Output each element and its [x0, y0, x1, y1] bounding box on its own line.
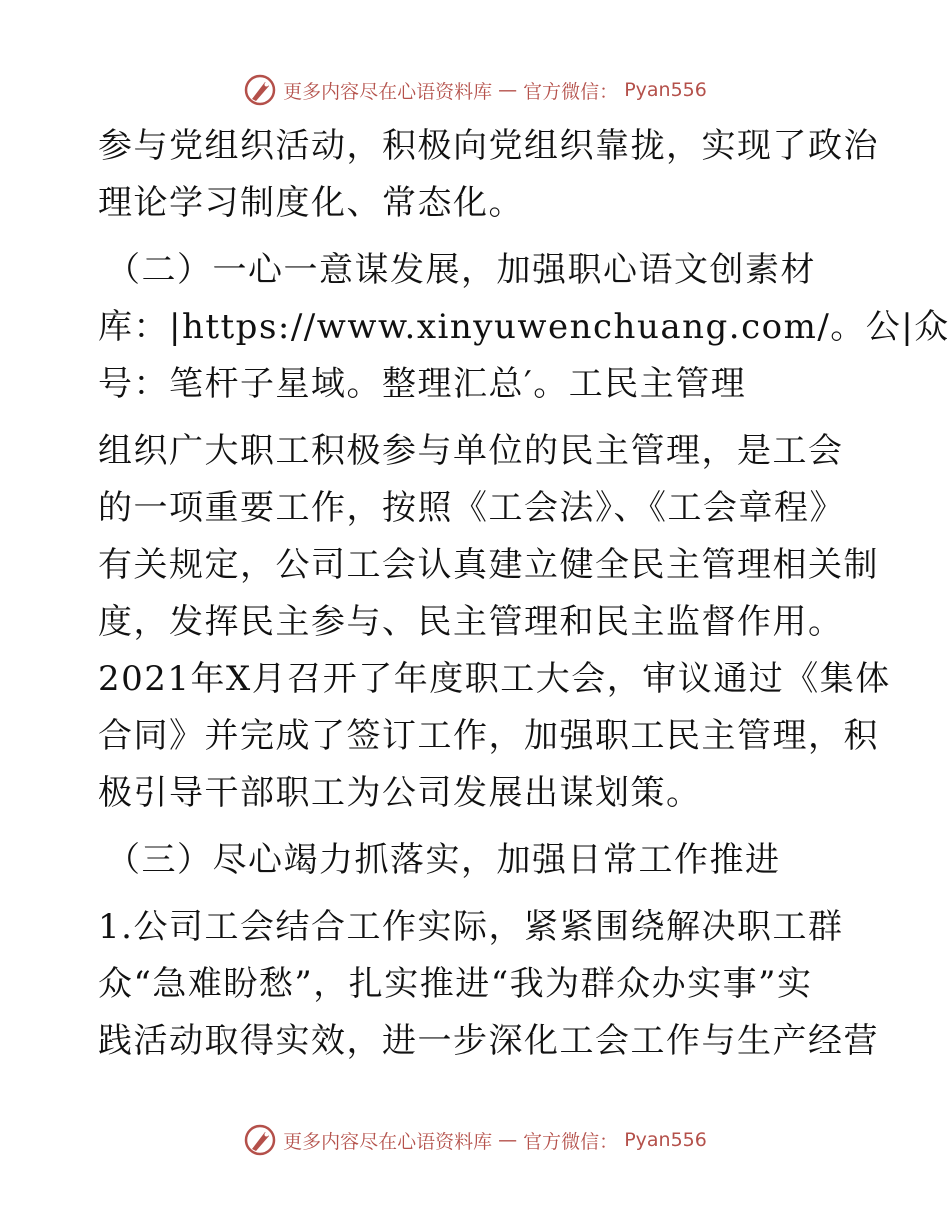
- text-line: 合同》并完成了签订工作，加强职工民主管理，积: [98, 716, 879, 756]
- text-line: 1.公司工会结合工作实际，紧紧围绕解决职工群: [98, 907, 844, 947]
- text-line: 的一项重要工作，按照《工会法》、《工会章程》: [98, 488, 845, 528]
- text-line: 参与党组织活动，积极向党组织靠拢，实现了政治: [98, 126, 879, 166]
- text-line: 号：笔杆子星域。整理汇总′。工民主管理: [98, 364, 747, 404]
- banner-official-label: 官方微信：: [523, 80, 619, 103]
- paragraph-3: [98, 423, 891, 822]
- banner-main-text: 更多内容尽在心语资料库: [283, 1130, 493, 1153]
- pen-logo-icon: [243, 1123, 277, 1157]
- text-line: 理论学习制度化、常态化。: [98, 183, 524, 223]
- text-line: 极引导干部职工为公司发展出谋划策。: [98, 773, 702, 813]
- text-line: 组织广大职工积极参与单位的民主管理，是工会: [98, 431, 844, 471]
- paragraph-5: [98, 899, 879, 1070]
- text-line: 2021年X月召开了年度职工大会，审议通过《集体: [98, 659, 891, 699]
- text-line: 度，发挥民主参与、民主管理和民主监督作用。: [98, 602, 844, 642]
- banner-main-text: 更多内容尽在心语资料库: [283, 80, 493, 103]
- header-banner: [0, 70, 950, 110]
- banner-wechat-id: Pyan556: [624, 1129, 707, 1151]
- paragraph-4-heading: [98, 832, 868, 889]
- paragraph-1: [98, 118, 879, 232]
- pen-logo-icon: [243, 73, 277, 107]
- banner-official-label: 官方微信：: [523, 1130, 619, 1153]
- banner-dash: —: [498, 1129, 518, 1151]
- text-line: 众“急难盼愁”，扎实推进“我为群众办实事”实: [98, 964, 813, 1004]
- text-line: 有关规定，公司工会认真建立健全民主管理相关制: [98, 545, 879, 585]
- text-line: （二）一心一意谋发展，加强职心语文创素材: [106, 250, 816, 290]
- text-line-url: 库：|https://www.xinyuwenchuang.com/。公|众: [98, 307, 950, 347]
- document-body: [98, 118, 950, 1070]
- footer-banner: [0, 1120, 950, 1160]
- paragraph-2-heading: [98, 242, 950, 413]
- banner-dash: —: [498, 79, 518, 101]
- banner-wechat-id: Pyan556: [624, 79, 707, 101]
- text-line: 践活动取得实效，进一步深化工会工作与生产经营: [98, 1021, 879, 1061]
- text-line: （三）尽心竭力抓落实，加强日常工作推进: [106, 840, 781, 880]
